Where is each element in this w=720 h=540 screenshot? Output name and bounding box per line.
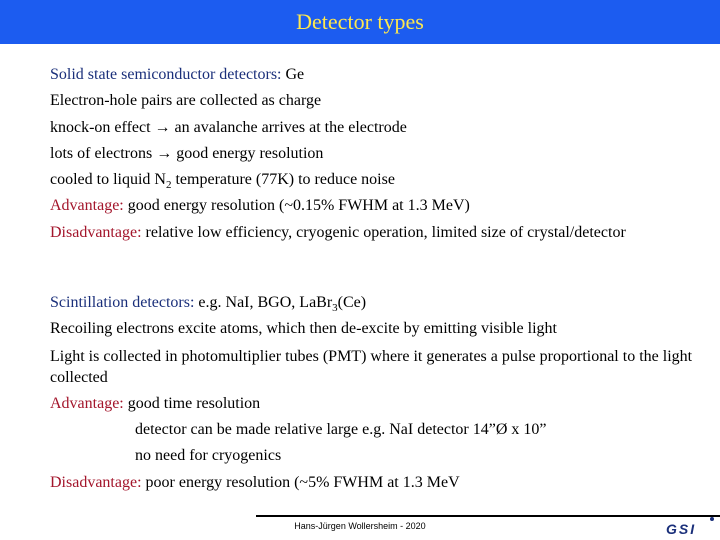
line-4-sub: 2: [165, 179, 172, 192]
solid-state-line-1: Electron-hole pairs are collected as charge: [50, 92, 322, 110]
solid-state-value: Ge: [281, 66, 305, 83]
footer-divider: [256, 515, 720, 517]
scint-advantage-more-1: detector can be made relative large e.g. NaI detector 14”Ø x 10”: [135, 420, 547, 438]
solid-state-line-4: [50, 167, 715, 193]
scintillation-heading: [50, 290, 715, 316]
disadvantage-text: relative low efficiency, cryogenic operation, limited size of crystal/detector: [141, 223, 626, 241]
solid-state-advantage: [50, 193, 715, 219]
scint-disadvantage-text: poor energy resolution (~5% FWHM at 1.3 MeV: [141, 473, 460, 491]
scint-value-pre: e.g. NaI, BGO, LaBr: [194, 294, 333, 312]
solid-state-label: Solid state semiconductor detectors:: [50, 66, 282, 83]
scintillation-label: Scintillation detectors:: [50, 294, 195, 312]
advantage-label: Advantage:: [50, 197, 124, 215]
scintillation-advantage: [50, 391, 715, 417]
scint-advantage-text: good time resolution: [123, 394, 261, 412]
footer-author: Hans-Jürgen Wollersheim - 2020: [294, 521, 426, 531]
gsi-logo-text: GSI: [666, 521, 697, 537]
solid-state-disadvantage: [50, 220, 715, 246]
title-bar: [0, 0, 720, 44]
slide-content: [50, 62, 715, 496]
scintillation-line-1: Recoiling electrons excite atoms, which then de-excite by emitting visible light: [50, 320, 557, 338]
line-4-pre: cooled to liquid N: [50, 171, 166, 189]
scint-advantage-label: Advantage:: [50, 394, 124, 412]
gsi-logo-dot: [710, 517, 714, 521]
scint-value-post: (Ce): [337, 294, 367, 312]
scint-disadvantage-label: Disadvantage:: [50, 473, 142, 491]
gsi-logo: [664, 514, 718, 538]
scintillation-disadvantage: [50, 470, 715, 496]
disadvantage-label: Disadvantage:: [50, 223, 142, 241]
solid-state-line-3: lots of electrons → good energy resolution: [50, 144, 324, 162]
line-4-post: temperature (77K) to reduce noise: [171, 171, 395, 189]
section-gap: [50, 246, 715, 290]
scint-value-sub: 3: [332, 302, 338, 315]
scintillation-line-2: Light is collected in photomultiplier tubes (PMT) where it generates a pulse proportional to the light collected: [50, 347, 693, 386]
scint-advantage-more-2: no need for cryogenics: [135, 447, 282, 465]
solid-state-heading: [50, 62, 715, 88]
slide-title: Detector types: [296, 9, 424, 34]
advantage-text: good energy resolution (~0.15% FWHM at 1.3 MeV): [123, 197, 470, 215]
solid-state-line-2: knock-on effect → an avalanche arrives at the electrode: [50, 118, 407, 136]
